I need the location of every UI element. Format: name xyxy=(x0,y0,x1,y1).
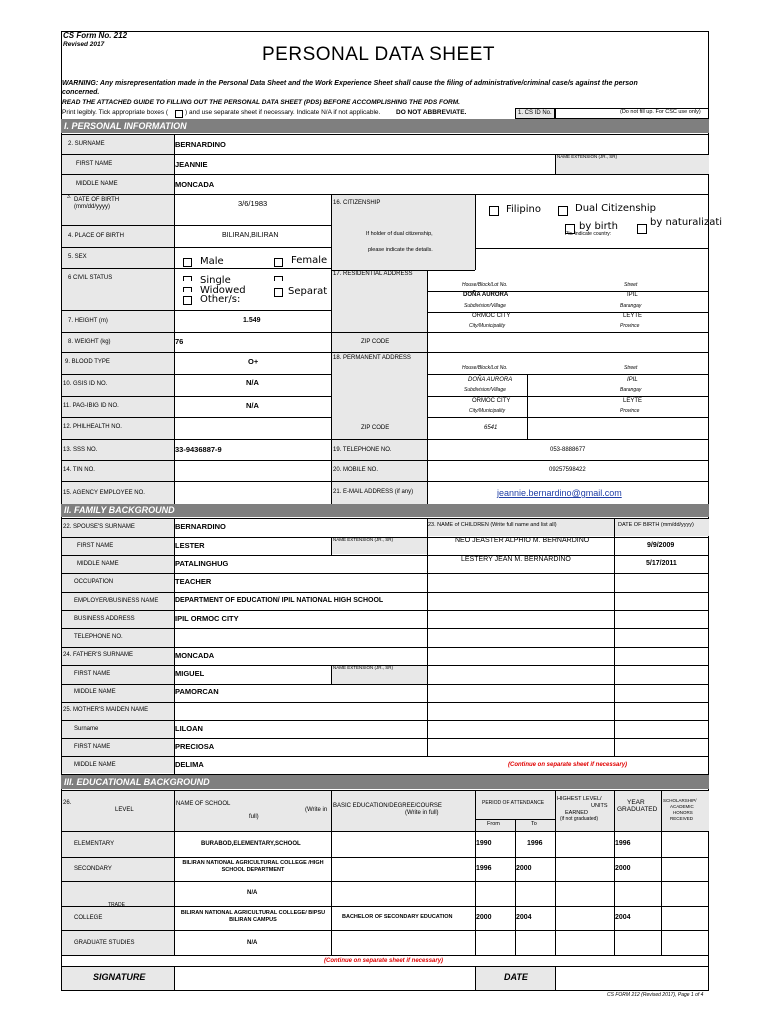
child-1-dob[interactable]: 9/9/2009 xyxy=(647,542,675,549)
child-1-name[interactable]: NEO JEASTER ALPHIO M. BERNARDINO xyxy=(455,537,590,544)
citizenship-dual-checkbox[interactable] xyxy=(558,206,568,216)
page-footer-note: CS FORM 212 (Revised 2017), Page 1 of 4 xyxy=(607,992,704,998)
education-scholarship-header-2: ACADEMIC xyxy=(670,804,694,809)
philhealth-label: 12. PHILHEALTH NO. xyxy=(63,424,122,430)
place-of-birth-label: 4. PLACE OF BIRTH xyxy=(68,233,124,239)
res-street-label: Street xyxy=(624,282,638,288)
family-continue-note: (Continue on separate sheet if necessary) xyxy=(508,762,628,768)
education-row-school[interactable]: N/A xyxy=(247,940,258,946)
agency-employee-label: 15. AGENCY EMPLOYEE NO. xyxy=(63,490,145,496)
citizenship-label: 16. CITIZENSHIP xyxy=(333,200,381,206)
education-row-school[interactable]: BILIRAN NATIONAL AGRICULTURAL COLLEGE/ BIPSU BILIRAN CAMPUS xyxy=(180,910,326,923)
education-course-header: BASIC EDUCATION/DEGREE/COURSE xyxy=(333,803,442,809)
civil-others-checkbox[interactable] xyxy=(183,296,192,305)
education-row-to[interactable]: 2004 xyxy=(516,914,532,921)
father-first-name-value[interactable]: MIGUEL xyxy=(175,669,205,678)
occupation-value[interactable]: TEACHER xyxy=(175,577,212,586)
citizenship-by-birth-label: by birth xyxy=(579,221,618,232)
cs-id-label: 1. CS ID No. xyxy=(518,110,552,116)
sex-female-checkbox[interactable] xyxy=(274,258,283,267)
perm-zip-label: ZIP CODE xyxy=(361,425,390,431)
res-province-value[interactable]: LEYTE xyxy=(623,313,643,319)
print-note-2: ) and use separate sheet if necessary. Indicate N/A if not applicable. xyxy=(185,109,381,116)
education-school-full: full) xyxy=(249,814,259,820)
form-revised: Revised 2017 xyxy=(63,41,105,48)
section-family-header: II. FAMILY BACKGROUND xyxy=(61,504,709,517)
pagibig-label: 11. PAG-IBIG ID NO. xyxy=(63,403,119,409)
mother-maiden-label: 25. MOTHER'S MAIDEN NAME xyxy=(63,707,149,713)
spouse-telephone-label: TELEPHONE NO. xyxy=(74,634,123,640)
education-year-header-1: YEAR xyxy=(627,799,645,806)
perm-street-label: Street xyxy=(624,365,638,371)
citizenship-by-naturalization-checkbox[interactable] xyxy=(637,224,647,234)
gsis-value[interactable]: N/A xyxy=(246,378,259,387)
father-first-name-label: FIRST NAME xyxy=(74,671,111,677)
mother-surname-label: Surname xyxy=(74,726,99,732)
spouse-name-ext-label: NAME EXTENSION (JR., SR) xyxy=(333,537,394,542)
citizenship-note-2: please indicate the details. xyxy=(368,247,433,253)
civil-separated-label: Separat xyxy=(288,286,328,297)
education-level-column xyxy=(62,831,174,955)
citizenship-filipino-label: Filipino xyxy=(506,204,541,215)
civil-separated-checkbox[interactable] xyxy=(274,288,283,297)
child-2-dob[interactable]: 5/17/2011 xyxy=(646,560,677,567)
dob-format-label: (mm/dd/yyyy) xyxy=(74,204,110,210)
first-name-label: FIRST NAME xyxy=(76,161,113,167)
child-2-name[interactable]: LESTERY JEAN M. BERNARDINO xyxy=(461,556,571,563)
education-year-header-2: GRADUATED xyxy=(617,806,658,813)
perm-house-label: House/Block/Lot No. xyxy=(462,365,508,371)
education-row-from[interactable]: 1996 xyxy=(476,865,492,872)
education-highest-header-4: (if not graduated) xyxy=(560,816,599,822)
mother-first-name-label: FIRST NAME xyxy=(74,744,111,750)
email-value[interactable]: jeannie.bernardino@gmail.com xyxy=(497,488,622,498)
citizenship-filipino-checkbox[interactable] xyxy=(489,206,499,216)
education-row-to[interactable]: 2000 xyxy=(516,865,532,872)
education-row-level: SECONDARY xyxy=(74,866,112,872)
education-scholarship-header-1: SCHOLARSHIP/ xyxy=(663,798,697,803)
res-province-label: Province xyxy=(620,323,640,329)
occupation-label: OCCUPATION xyxy=(74,579,114,585)
middle-name-label: MIDDLE NAME xyxy=(76,181,118,187)
date-field[interactable] xyxy=(556,967,709,990)
res-city-label: City/Municipality xyxy=(469,323,506,329)
mother-middle-name-label: MIDDLE NAME xyxy=(74,762,116,768)
civil-single-checkbox[interactable] xyxy=(183,276,192,281)
education-row-course[interactable]: BACHELOR OF SECONDARY EDUCATION xyxy=(342,914,453,920)
education-row-level: COLLEGE xyxy=(74,915,103,921)
pagibig-value[interactable]: N/A xyxy=(246,401,259,410)
education-number: 26. xyxy=(63,800,72,806)
father-middle-name-value[interactable]: PAMORCAN xyxy=(175,687,219,696)
sss-label: 13. SSS NO. xyxy=(63,447,98,453)
place-of-birth-value[interactable]: BILIRAN,BILIRAN xyxy=(222,232,279,239)
perm-city-value[interactable]: ORMOC CITY xyxy=(472,398,511,404)
res-subdivision-label: Subdivision/Village xyxy=(464,303,506,309)
res-house-label: House/Block/Lot No. xyxy=(462,282,508,288)
education-row-year[interactable]: 1996 xyxy=(615,840,631,847)
spouse-middle-name-label: MIDDLE NAME xyxy=(77,561,119,567)
signature-field[interactable] xyxy=(175,967,475,990)
perm-province-value[interactable]: LEYTE xyxy=(623,398,643,404)
page-title: PERSONAL DATA SHEET xyxy=(262,44,495,65)
read-guide-text: READ THE ATTACHED GUIDE TO FILLING OUT THE PERSONAL DATA SHEET (PDS) BEFORE ACCOMPLISHING THE PDS FORM. xyxy=(62,99,460,106)
citizenship-dual-label: Dual Citizenship xyxy=(575,203,656,214)
signature-label: SIGNATURE xyxy=(93,972,146,982)
no-abbreviate-note: DO NOT ABBREVIATE. xyxy=(396,109,467,116)
sex-female-label: Female xyxy=(291,255,328,266)
sex-label: 5. SEX xyxy=(68,254,87,260)
cs-id-note: (Do not fill up. For CSC use only) xyxy=(620,109,701,115)
education-row-school[interactable]: N/A xyxy=(247,890,258,896)
res-city-value[interactable]: ORMOC CITY xyxy=(472,313,511,319)
father-middle-name-label: MIDDLE NAME xyxy=(74,689,116,695)
form-number: CS Form No. 212 xyxy=(63,31,128,40)
mother-first-name-value[interactable]: PRECIOSA xyxy=(175,742,215,751)
dob-value[interactable]: 3/6/1983 xyxy=(238,199,268,208)
education-row-school[interactable]: BURABOD,ELEMENTARY,SCHOOL xyxy=(201,841,301,847)
res-house-value[interactable]: DOÑA AURORA xyxy=(463,292,509,298)
education-highest-header-3: EARNED xyxy=(565,810,588,816)
education-course-write-in: (Write in full) xyxy=(405,810,439,816)
civil-widowed-label: Widowed xyxy=(200,285,246,296)
tick-sample-checkbox xyxy=(175,110,183,118)
children-dob-label: DATE OF BIRTH (mm/dd/yyyy) xyxy=(618,522,694,528)
education-row-to[interactable]: 1996 xyxy=(527,840,543,847)
dob-label: DATE OF BIRTH xyxy=(74,197,120,203)
citizenship-note-1: If holder of dual citizenship, xyxy=(366,231,433,237)
weight-value[interactable]: 76 xyxy=(175,337,184,346)
perm-province-label: Province xyxy=(620,408,640,414)
residential-address-label: 17. RESIDENTIAL ADDRESS xyxy=(333,271,413,277)
education-trade-label: TRADE xyxy=(108,902,125,908)
employer-value[interactable]: DEPARTMENT OF EDUCATION/ IPIL NATIONAL HIGH SCHOOL xyxy=(175,597,384,604)
spouse-surname-label: 22. SPOUSE'S SURNAME xyxy=(63,524,135,530)
employer-label: EMPLOYER/BUSINESS NAME xyxy=(74,598,159,604)
sex-male-checkbox[interactable] xyxy=(183,258,192,267)
education-row-level: GRADUATE STUDIES xyxy=(74,940,135,946)
surname-label: 2. SURNAME xyxy=(68,141,105,147)
citizenship-country-note: Pls. indicate country: xyxy=(565,231,612,237)
education-to-header: To xyxy=(531,821,537,827)
spouse-first-name-label: FIRST NAME xyxy=(77,543,114,549)
education-scholarship-header-3: HONORS xyxy=(673,810,693,815)
perm-street-value[interactable]: IPIL xyxy=(627,377,638,383)
sss-value[interactable]: 33-9436887-9 xyxy=(175,445,222,454)
gsis-label: 10. GSIS ID NO. xyxy=(63,381,108,387)
education-school-header: NAME OF SCHOOL xyxy=(176,801,231,807)
height-value[interactable]: 1.549 xyxy=(243,317,261,324)
date-label: DATE xyxy=(504,972,528,982)
res-street-value[interactable]: IPIL xyxy=(627,292,638,298)
weight-label: 8. WEIGHT (kg) xyxy=(68,339,111,345)
section-education-header: III. EDUCATIONAL BACKGROUND xyxy=(61,775,709,789)
education-level-header: LEVEL xyxy=(115,807,134,813)
education-row-school[interactable]: BILIRAN NATIONAL AGRICULTURAL COLLEGE /HIGH SCHOOL DEPARTMENT xyxy=(182,860,324,873)
telephone-label: 19. TELEPHONE NO. xyxy=(333,447,392,453)
education-row-year[interactable]: 2004 xyxy=(615,914,631,921)
sex-male-label: Male xyxy=(200,256,224,267)
education-continue-note: (Continue on separate sheet if necessary) xyxy=(324,958,444,964)
perm-house-value[interactable]: DOÑA AURORA xyxy=(468,377,513,383)
middle-name-value[interactable]: MONCADA xyxy=(175,180,215,189)
education-row-from[interactable]: 1990 xyxy=(476,840,492,847)
section-personal-header: I. PERSONAL INFORMATION xyxy=(61,119,709,133)
education-row-year[interactable]: 2000 xyxy=(615,865,631,872)
mobile-value[interactable]: 09257598422 xyxy=(549,467,586,473)
education-highest-header-2: UNITS xyxy=(591,803,608,809)
mother-surname-value[interactable]: LILOAN xyxy=(175,724,203,733)
surname-value[interactable]: BERNARDINO xyxy=(175,140,226,149)
education-row-level: ELEMENTARY xyxy=(74,841,115,847)
education-school-write-in: (Write in xyxy=(305,807,328,813)
education-header-bg xyxy=(62,790,709,831)
perm-zip-value[interactable]: 6541 xyxy=(484,425,498,431)
res-barangay-label: Barangay xyxy=(620,303,642,309)
spouse-middle-name-value[interactable]: PATALINGHUG xyxy=(175,559,229,568)
telephone-value[interactable]: 053-8888677 xyxy=(550,447,586,453)
tin-label: 14. TIN NO. xyxy=(63,467,95,473)
warning-text: WARNING: Any misrepresentation made in the Personal Data Sheet and the Work Experience Sheet shall cause the filing of administrative/criminal case/s against the person concerned. xyxy=(62,80,638,96)
res-zip-label: ZIP CODE xyxy=(361,339,390,345)
business-address-value[interactable]: IPIL ORMOC CITY xyxy=(175,614,239,623)
perm-barangay-label: Barangay xyxy=(620,387,642,393)
education-from-header: From xyxy=(487,821,500,827)
perm-city-label: City/Municipality xyxy=(469,408,506,414)
education-highest-header-1: HIGHEST LEVEL/ xyxy=(557,796,602,802)
height-label: 7. HEIGHT (m) xyxy=(68,318,108,324)
first-name-value[interactable]: JEANNIE xyxy=(175,160,208,169)
civil-married-checkbox[interactable] xyxy=(274,276,283,281)
business-address-label: BUSINESS ADDRESS xyxy=(74,616,135,622)
citizenship-by-naturalization-label: by naturalizati xyxy=(650,217,723,228)
mother-middle-name-value[interactable]: DELIMA xyxy=(175,760,204,769)
father-name-ext-label: NAME EXTENSION (JR., SR) xyxy=(333,665,394,670)
civil-widowed-checkbox[interactable] xyxy=(183,287,192,292)
spouse-first-name-value[interactable]: LESTER xyxy=(175,541,205,550)
civil-status-label: 6 CIVIL STATUS xyxy=(68,275,113,281)
mobile-label: 20. MOBILE NO. xyxy=(333,467,379,473)
education-row-from[interactable]: 2000 xyxy=(476,914,492,921)
civil-single-label: Single xyxy=(200,275,231,286)
name-extension-label: NAME EXTENSION (JR., SR) xyxy=(557,154,618,159)
civil-others-label: Other/s: xyxy=(200,294,241,305)
dob-number: 3. xyxy=(67,194,72,200)
spouse-surname-value[interactable]: BERNARDINO xyxy=(175,522,226,531)
perm-subdivision-label: Subdivision/Village xyxy=(464,387,506,393)
print-note: Print legibly. Tick appropriate boxes ( xyxy=(62,109,169,116)
family-label-column xyxy=(62,518,174,773)
email-label: 21. E-MAIL ADDRESS (if any) xyxy=(333,489,414,495)
education-period-header: PERIOD OF ATTENDANCE xyxy=(482,800,545,806)
education-scholarship-header-4: RECEIVED xyxy=(670,816,694,821)
permanent-address-label: 18. PERMANENT ADDRESS xyxy=(333,355,411,361)
father-surname-label: 24. FATHER'S SURNAME xyxy=(63,652,134,658)
children-label: 23. NAME of CHILDREN (Write full name and list all) xyxy=(428,522,557,528)
father-surname-value[interactable]: MONCADA xyxy=(175,651,215,660)
blood-type-label: 9. BLOOD TYPE xyxy=(65,359,110,365)
blood-type-value[interactable]: O+ xyxy=(248,357,259,366)
